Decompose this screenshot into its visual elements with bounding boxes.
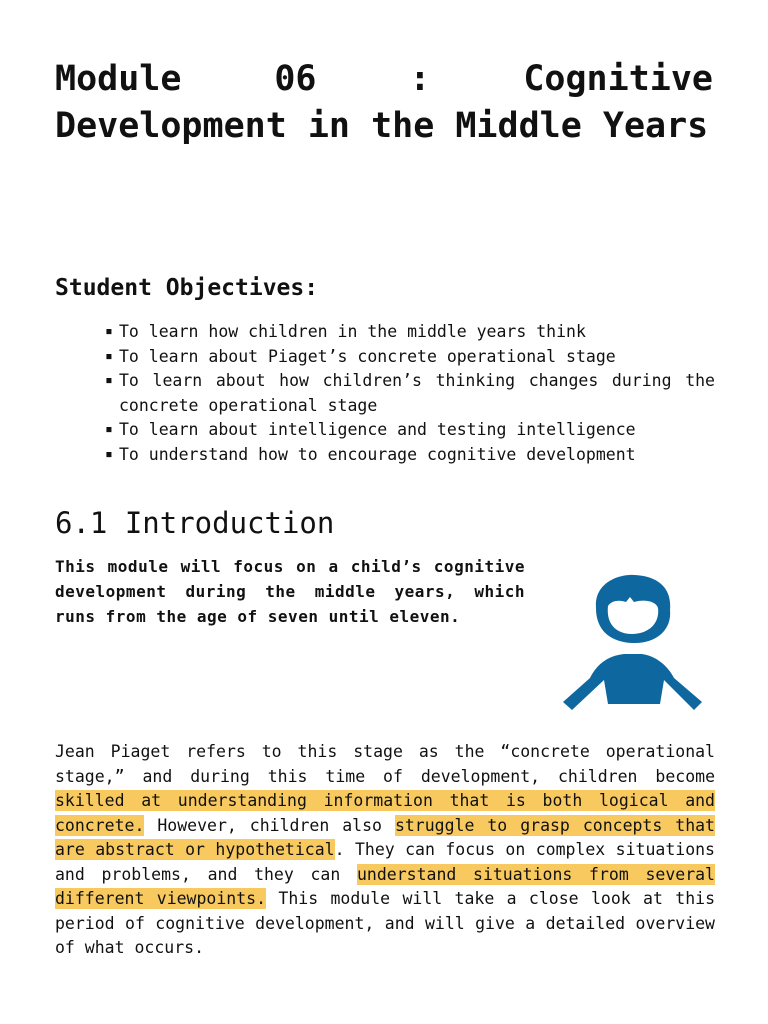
body-text: . They can focus on complex situations and problems, and they can	[55, 840, 715, 884]
list-item	[103, 345, 715, 370]
list-item	[103, 418, 715, 443]
objective-text: To learn about Piaget’s concrete operational stage	[119, 346, 616, 366]
highlighted-text: struggle to grasp concepts that are abstract or hypothetical	[55, 815, 715, 859]
highlighted-text: skilled at understanding information that is both logical and concrete.	[55, 791, 715, 835]
body-text: However, children also	[144, 815, 395, 835]
child-figure-icon	[560, 570, 704, 714]
body-text: This module will take a close look at this period of cognitive development, and will give a detailed overview of what occurs.	[55, 889, 715, 957]
page-title: Module 06 : Cognitive Development in the Middle Years	[55, 59, 713, 146]
highlighted-text: understand situations from several different viewpoints.	[55, 864, 715, 908]
section-heading: 6.1 Introduction	[55, 506, 335, 540]
list-item	[103, 369, 715, 418]
body-text: Jean Piaget refers to this stage as the “concrete operational stage,” and during this time of development, children become	[55, 742, 715, 786]
objective-text: To learn how children in the middle years think	[119, 322, 586, 341]
bullet-icon: ▪	[105, 324, 113, 339]
intro-paragraph: This module will focus on a child’s cognitive development during the middle years, which runs from the age of seven until eleven.	[55, 557, 525, 626]
child-body-shape	[563, 654, 702, 710]
bullet-icon: ▪	[105, 373, 113, 389]
body-paragraph	[55, 740, 715, 961]
objectives-list	[103, 320, 715, 468]
bullet-icon: ▪	[105, 446, 113, 462]
objective-text: To learn about intelligence and testing intelligence	[119, 420, 636, 440]
bullet-icon: ▪	[105, 422, 113, 438]
objective-text: To understand how to encourage cognitive development	[119, 444, 636, 464]
objectives-heading: Student Objectives:	[55, 275, 319, 301]
bullet-icon: ▪	[105, 348, 113, 364]
list-item	[103, 443, 715, 468]
objective-text: To learn about how children’s thinking changes during the concrete operational stage	[119, 371, 715, 415]
list-item	[103, 320, 715, 345]
